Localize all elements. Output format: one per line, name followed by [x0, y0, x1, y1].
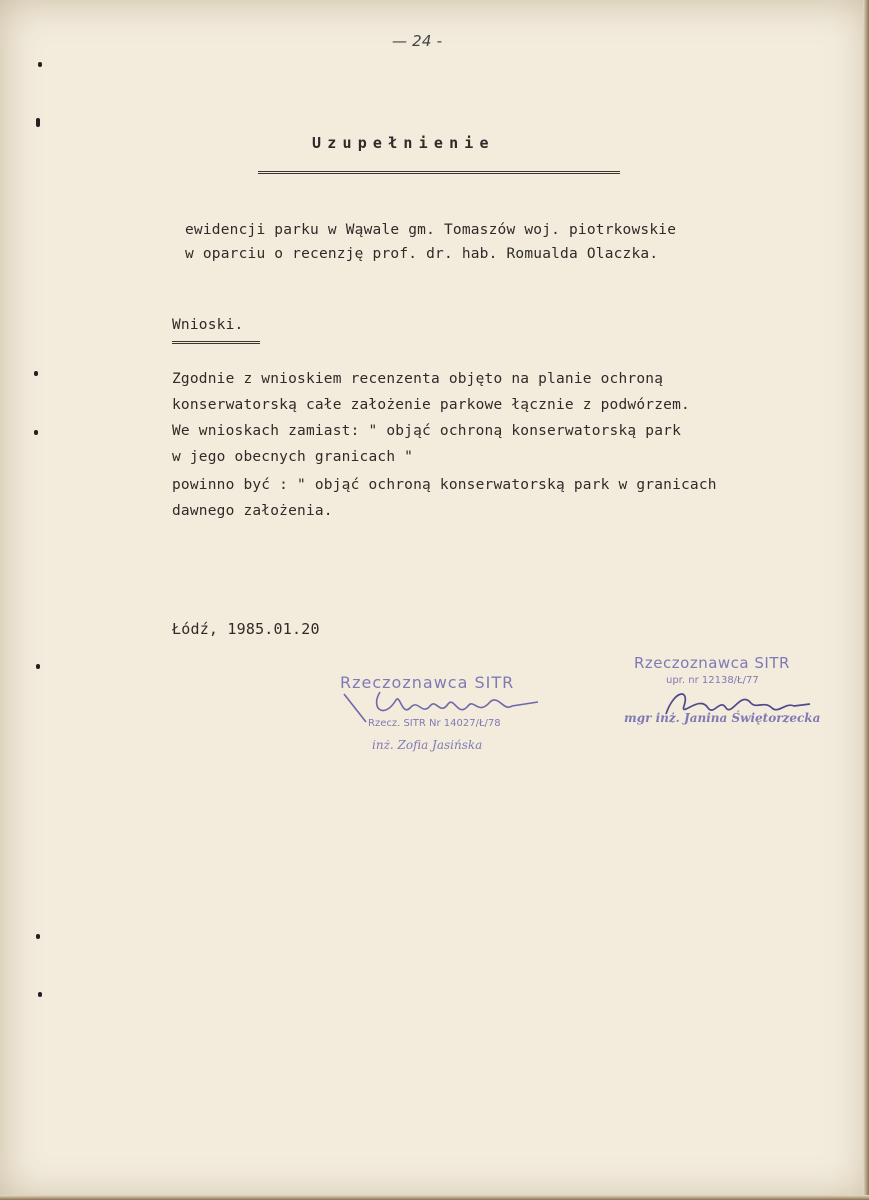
binder-hole [36, 934, 40, 939]
page-number: — 24 - [392, 32, 443, 50]
stamp-right-number: upr. nr 12138/Ł/77 [666, 675, 759, 686]
conclusion-line: Zgodnie z wnioskiem recenzenta objęto na planie ochroną [172, 371, 664, 387]
conclusion-line: konserwatorską całe założenie parkowe łącznie z podwórzem. [172, 397, 690, 413]
page-edge-right [863, 0, 869, 1200]
conclusion-line: powinno być : " objąć ochroną konserwatorską park w granicach [172, 477, 717, 493]
binder-hole [36, 118, 40, 127]
binder-hole [36, 664, 40, 669]
signature-left [340, 686, 550, 732]
conclusion-line: w jego obecnych granicach " [172, 449, 414, 465]
page-edge-bottom [0, 1195, 869, 1200]
title-underline [258, 171, 620, 174]
stamp-left-name: inż. Zofia Jasińska [372, 738, 483, 752]
place-and-date: Łódź, 1985.01.20 [172, 620, 320, 638]
binder-hole [38, 62, 42, 67]
document-title: Uzupełnienie [312, 134, 495, 152]
conclusion-line: We wnioskach zamiast: " objąć ochroną konserwatorską park [172, 423, 681, 439]
stamp-right-name: mgr inż. Janina Świętorzecka [624, 711, 821, 725]
stamp-left-number: Rzecz. SITR Nr 14027/Ł/78 [368, 718, 501, 729]
binder-hole [34, 430, 38, 435]
stamp-right-title: Rzeczoznawca SITR [634, 654, 790, 672]
intro-line-1: ewidencji parku w Wąwale gm. Tomaszów woj. piotrkowskie [185, 222, 677, 238]
binder-hole [38, 992, 42, 997]
signature-right [660, 684, 820, 724]
conclusion-line: dawnego założenia. [172, 503, 333, 519]
stamp-left-title: Rzeczoznawca SITR [340, 673, 515, 692]
intro-line-2: w oparciu o recenzję prof. dr. hab. Romualda Olaczka. [185, 246, 659, 262]
binder-hole [34, 371, 38, 376]
section-heading: Wnioski. [172, 317, 244, 333]
heading-underline [172, 341, 260, 344]
